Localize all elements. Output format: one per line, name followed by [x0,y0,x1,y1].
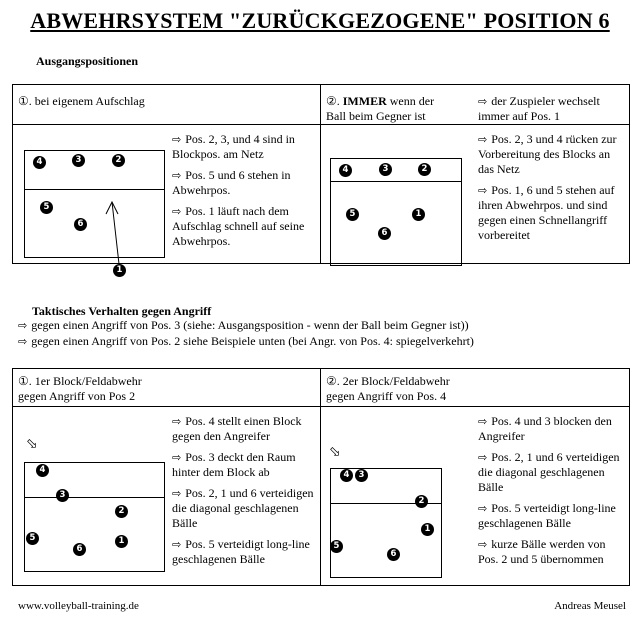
arrow-right-icon: ⇨ [172,538,182,551]
bullet-item [478,132,628,177]
page-title: ABWEHRSYSTEM "ZURÜCKGEZOGENE" POSITION 6 [30,8,610,33]
arrow-right-icon: ⇨ [478,451,488,464]
arrow-right-icon: ⇨ [478,415,488,428]
bullet-item [172,450,316,480]
table-divider [320,84,321,264]
player-marker: 4 [339,164,352,177]
bullet-item [478,414,628,444]
server-run-arrow [100,198,130,268]
bullet-text: Pos. 2, 3, und 4 sind in Blockpos. am Netz [172,132,295,161]
table-divider [320,368,321,586]
player-marker: 6 [387,548,400,561]
single-block-header [18,374,218,404]
arrow-right-icon: ⇨ [478,538,488,551]
arrow-right-icon: ⇨ [172,415,182,428]
attack-direction-icon: ⬂ [329,444,341,460]
opponent-ball-header [326,94,456,124]
tactics-text: gegen einen Angriff von Pos. 3 (siehe: Ausgangsposition - wenn der Ball beim Gegner ist)) [31,318,469,332]
footer-author: Andreas Meusel [554,600,626,612]
header-text: gegen Angriff von Pos. 4 [326,389,447,403]
header-text: wenn der Ball beim Gegner ist [326,94,435,123]
player-marker: 6 [378,227,391,240]
bullet-item [478,450,628,495]
table-divider [12,124,630,125]
player-marker: 1 [421,523,434,536]
header-bold: IMMER [342,94,387,108]
double-block-header [326,374,526,404]
player-marker: 1 [115,535,128,548]
player-marker: 5 [40,201,53,214]
player-marker: 6 [73,543,86,556]
attack-line [25,189,164,190]
arrow-right-icon: ⇨ [478,133,488,146]
bullet-item [172,486,316,531]
player-marker: 3 [56,489,69,502]
own-serve-header [18,94,145,109]
bullet-text: Pos. 1, 6 und 5 stehen auf ihren Abwehrpos. und sind gegen einen Schnellangriff vorbereitet [478,183,615,242]
section-heading-ausgangspositionen: Ausgangspositionen [36,54,139,68]
bullet-text: Pos. 5 verteidigt long-line geschlagenen Bälle [478,501,616,530]
header-text: 2er Block/Feldabwehr [342,374,450,388]
player-marker: 4 [33,156,46,169]
tactics-line [18,334,628,349]
player-marker: 2 [112,154,125,167]
setter-switch-note [478,94,626,124]
player-marker: 5 [26,532,39,545]
number-label: ②. [326,374,340,388]
attack-direction-icon: ⬂ [26,436,38,452]
bullet-text: Pos. 5 verteidigt long-line geschlagenen Bälle [172,537,310,566]
arrow-right-icon: ⇨ [172,133,182,146]
tactics-text: gegen einen Angriff von Pos. 2 siehe Beispiele unten (bei Angr. von Pos. 4: spiegelverkehrt) [31,334,474,348]
player-marker: 5 [346,208,359,221]
bullet-item [172,204,314,249]
attack-line [331,181,461,182]
player-marker: 5 [330,540,343,553]
arrow-right-icon: ⇨ [172,205,182,218]
bullet-text: Pos. 4 stellt einen Block gegen den Angreifer [172,414,302,443]
opponent-ball-bullets [478,132,628,249]
player-marker: 2 [418,163,431,176]
arrow-right-icon: ⇨ [478,95,488,108]
player-marker: 4 [36,464,49,477]
bullet-item [478,537,628,567]
bullet-text: Pos. 5 und 6 stehen in Abwehrpos. [172,168,291,197]
table-divider [12,406,630,407]
arrow-right-icon: ⇨ [172,169,182,182]
player-marker: 2 [115,505,128,518]
arrow-right-icon: ⇨ [478,502,488,515]
footer-website: www.volleyball-training.de [18,600,139,612]
player-marker: 2 [415,495,428,508]
bullet-text: kurze Bälle werden von Pos. 2 und 5 übernommen [478,537,606,566]
player-marker: 6 [74,218,87,231]
player-marker: 1 [412,208,425,221]
player-marker: 3 [379,163,392,176]
bullet-item [172,168,314,198]
player-marker: 3 [72,154,85,167]
header-text: 1er Block/Feldabwehr [34,374,142,388]
tactics-line [18,318,628,333]
player-marker: 1 [113,264,126,277]
arrow-right-icon: ⇨ [172,451,182,464]
bullet-text: Pos. 2, 1 und 6 verteidigen die diagonal geschlagenen Bälle [478,450,620,494]
bullet-text: Pos. 3 deckt den Raum hinter dem Block ab [172,450,296,479]
number-label: ①. [18,374,32,388]
bullet-text: Pos. 4 und 3 blocken den Angreifer [478,414,612,443]
bullet-text: Pos. 2, 3 und 4 rücken zur Vorbereitung des Blocks an das Netz [478,132,617,176]
bullet-item [172,414,316,444]
bullet-text: der Zuspieler wechselt immer auf Pos. 1 [478,94,600,123]
header-text: gegen Angriff von Pos 2 [18,389,136,403]
bullet-text: Pos. 2, 1 und 6 verteidigen die diagonal geschlagenen Bälle [172,486,314,530]
own-serve-bullets [172,132,314,255]
bullet-item [478,183,628,243]
bullet-text: Pos. 1 läuft nach dem Aufschlag schnell auf seine Abwehrpos. [172,204,305,248]
court-diagram-single-block [24,462,165,572]
arrow-right-icon: ⇨ [18,335,28,348]
bullet-item [172,132,314,162]
double-block-bullets [478,414,628,573]
player-marker: 4 [340,469,353,482]
player-marker: 3 [355,469,368,482]
attack-line [25,497,164,498]
arrow-right-icon: ⇨ [478,184,488,197]
number-label: ①. [18,94,32,108]
section-heading-tactics: Taktisches Verhalten gegen Angriff [32,304,212,318]
bullet-item [172,537,316,567]
single-block-bullets [172,414,316,573]
number-label: ②. [326,94,340,108]
bullet-item [478,501,628,531]
arrow-right-icon: ⇨ [18,319,28,332]
header-text: bei eigenem Aufschlag [34,94,145,108]
arrow-right-icon: ⇨ [172,487,182,500]
